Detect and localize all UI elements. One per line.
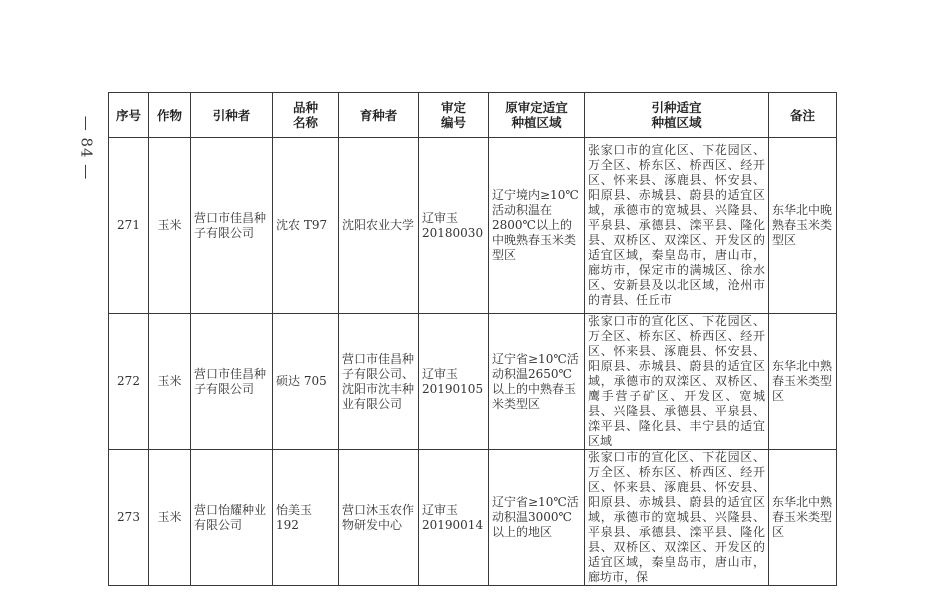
cell-introducer: 营口怡耀种业有限公司 xyxy=(191,450,273,586)
cell-seq: 273 xyxy=(109,450,149,586)
cell-breeder: 营口市佳昌种子有限公司、沈阳市沈丰种业有限公司 xyxy=(339,314,419,450)
table-row xyxy=(109,450,837,586)
cell-crop: 玉米 xyxy=(149,138,191,314)
header-seq: 序号 xyxy=(109,93,149,138)
cell-orig-region: 辽宁境内≥10℃活动积温在2800℃以上的中晚熟春玉米类型区 xyxy=(489,138,585,314)
cell-variety: 沈农 T97 xyxy=(273,138,339,314)
header-orig-region: 原审定适宜 种植区域 xyxy=(489,93,585,138)
cell-note: 东华北中熟春玉米类型区 xyxy=(769,450,837,586)
table-row xyxy=(109,314,837,450)
cell-intro-region: 张家口市的宣化区、下花园区、万全区、桥东区、桥西区、经开区、怀来县、涿鹿县、怀安县、阳原县、赤城县、蔚县的适宜区域，承德市的宽城县、兴隆县、平泉县、承德县、滦平县、隆化县、双桥区、双滦区、开发区的适宜区域，秦皇岛市，唐山市，廊坊市，保定市的满城区、徐水区、安新县及以北区域，沧州市的青县、任丘市 xyxy=(585,138,769,314)
cell-orig-region: 辽宁省≥10℃活动积温3000℃以上的地区 xyxy=(489,450,585,586)
cell-crop: 玉米 xyxy=(149,314,191,450)
header-crop: 作物 xyxy=(149,93,191,138)
cell-seq: 272 xyxy=(109,314,149,450)
cell-note: 东华北中熟春玉米类型区 xyxy=(769,314,837,450)
cell-intro-region: 张家口市的宣化区、下花园区、万全区、桥东区、桥西区、经开区、怀来县、涿鹿县、怀安县、阳原县、赤城县、蔚县的适宜区域，承德市的双滦区、双桥区、鹰手营子矿区、开发区、宽城县、兴隆县、承德县、平泉县、滦平县、隆化县、丰宁县的适宜区域 xyxy=(585,314,769,450)
header-note: 备注 xyxy=(769,93,837,138)
header-approval: 审定 编号 xyxy=(419,93,489,138)
header-variety: 品种 名称 xyxy=(273,93,339,138)
page-number-text: — 84 — xyxy=(77,115,95,181)
cell-crop: 玉米 xyxy=(149,450,191,586)
table-row xyxy=(109,138,837,314)
header-intro-region: 引种适宜 种植区域 xyxy=(585,93,769,138)
header-row xyxy=(109,93,837,138)
cell-breeder: 营口沐玉农作物研发中心 xyxy=(339,450,419,586)
cell-breeder: 沈阳农业大学 xyxy=(339,138,419,314)
header-introducer: 引种者 xyxy=(191,93,273,138)
cell-seq: 271 xyxy=(109,138,149,314)
cell-intro-region: 张家口市的宣化区、下花园区、万全区、桥东区、桥西区、经开区、怀来县、涿鹿县、怀安县、阳原县、赤城县、蔚县的适宜区域，承德市的宽城县、兴隆县、平泉县、承德县、滦平县、隆化县、双桥区、双滦区、开发区的适宜区域，秦皇岛市，唐山市，廊坊市，保 xyxy=(585,450,769,586)
cell-approval: 辽审玉 20190105 xyxy=(419,314,489,450)
cell-introducer: 营口市佳昌种子有限公司 xyxy=(191,138,273,314)
variety-table xyxy=(108,92,837,586)
cell-orig-region: 辽宁省≥10℃活动积温2650℃以上的中熟春玉米类型区 xyxy=(489,314,585,450)
cell-note: 东华北中晚熟春玉米类型区 xyxy=(769,138,837,314)
page-number xyxy=(66,108,106,188)
header-breeder: 育种者 xyxy=(339,93,419,138)
cell-variety: 怡美玉 192 xyxy=(273,450,339,586)
cell-introducer: 营口市佳昌种子有限公司 xyxy=(191,314,273,450)
cell-approval: 辽审玉 20190014 xyxy=(419,450,489,586)
cell-variety: 硕达 705 xyxy=(273,314,339,450)
cell-approval: 辽审玉 20180030 xyxy=(419,138,489,314)
